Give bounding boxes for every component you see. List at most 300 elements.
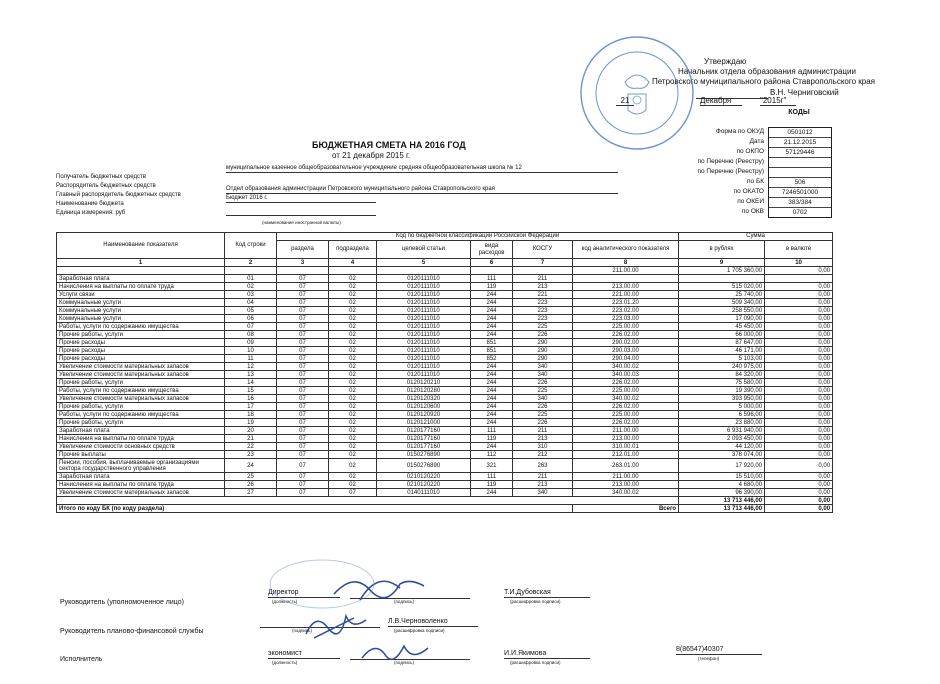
table-cell: 1 705 360,00 [679,267,765,275]
codes-label: Дата [749,138,764,145]
table-cell: 0,00 [765,451,833,459]
table-cell: 225.00.00 [573,411,679,419]
caption-name: (расшифровка подписи) [510,599,561,604]
table-cell: 07 [277,481,329,489]
caption-phone: (телефон) [698,656,720,661]
table-cell: 290 [513,347,573,355]
table-row [57,489,833,497]
table-cell: 340 [513,371,573,379]
table-cell [225,267,277,275]
table-cell: 02 [225,283,277,291]
table-cell: 01 [225,275,277,283]
codes-value: 0702 [792,209,808,216]
currency-note: (наименование иностранной валюты) [262,220,341,225]
table-cell: 0120120600 [377,403,471,411]
table-cell: 221.00.00 [573,291,679,299]
table-cell: 244 [471,291,513,299]
table-cell: 12 [225,363,277,371]
table-cell: 212.01.00 [573,451,679,459]
table-cell: 07 [277,427,329,435]
exec-label: Исполнитель [60,656,103,663]
table-cell: 02 [329,299,377,307]
table-cell: Коммунальные услуги [57,307,225,315]
caption-signature: (подпись) [394,660,415,665]
table-cell: 25 740,00 [679,291,765,299]
table-cell: 244 [471,371,513,379]
table-cell: 02 [329,419,377,427]
table-row [57,307,833,315]
table-cell: 0,00 [765,481,833,489]
header-col: КОСГУ [513,241,573,259]
table-cell [57,497,679,505]
table-row [57,379,833,387]
table-cell: Прочие расходы [57,355,225,363]
table-row [57,291,833,299]
table-cell: Прочие выплаты [57,451,225,459]
table-row [57,435,833,443]
table-cell: 07 [277,371,329,379]
table-row [57,267,833,275]
table-cell: 07 [277,411,329,419]
table-cell: 5 103,00 [679,355,765,363]
table-cell: 393 950,00 [679,395,765,403]
table-cell: 04 [225,299,277,307]
table-cell: 07 [277,379,329,387]
table-cell: 18 [225,411,277,419]
table-cell: 07 [225,323,277,331]
table-cell: 290 [513,355,573,363]
table-cell [765,275,833,283]
table-cell: 02 [329,435,377,443]
table-cell: Увеличение стоимости материальных запасов [57,371,225,379]
table-cell: 0210120220 [377,481,471,489]
table-cell: 06 [225,315,277,323]
approval-line2: Петровского муниципального района Ставропольского края [652,77,876,86]
table-cell: 0,00 [765,473,833,481]
table-row [57,387,833,395]
header-col: в рублях [679,241,765,259]
header-col: код аналитического показателя [573,241,679,259]
table-cell: 02 [329,379,377,387]
table-cell: 07 [277,419,329,427]
table-cell: 0,00 [765,403,833,411]
table-cell: 21 [225,435,277,443]
table-cell: 244 [471,403,513,411]
table-cell: 244 [471,299,513,307]
table-cell: 226.02.00 [573,403,679,411]
codes-value: 7246501000 [769,188,831,198]
codes-value: 383/384 [769,198,831,208]
codes-label: по ОКВ [741,208,764,215]
table-cell: 211.00.00 [573,427,679,435]
table-cell: 07 [277,395,329,403]
table-cell: Прочие работы, услуги [57,331,225,339]
table-cell: 44 120,00 [679,443,765,451]
table-cell: 22 [225,443,277,451]
table-cell: 46 171,00 [679,347,765,355]
table-row [57,315,833,323]
total-rub: 13 713 446,00 [679,505,765,513]
table-cell: 0,00 [765,347,833,355]
table-cell: 211 [513,473,573,481]
table-cell: 0120120210 [377,379,471,387]
table-cell: Увеличение стоимости материальных запасов [57,363,225,371]
table-cell: 0,00 [765,395,833,403]
table-row [57,427,833,435]
table-cell: Прочие расходы [57,339,225,347]
table-cell: 213.00.00 [573,283,679,291]
header-name: Наименование показателя [57,233,225,259]
table-cell: 111 [471,473,513,481]
codes-value: 21.12.2015 [769,138,831,148]
table-cell [377,267,471,275]
table-cell: 07 [277,283,329,291]
table-cell: 0120111010 [377,275,471,283]
table-cell: 0150276890 [377,459,471,473]
table-cell: 07 [277,443,329,451]
table-cell: 112 [471,451,513,459]
table-cell [573,275,679,283]
table-cell: 13 [225,371,277,379]
table-cell: Заработная плата [57,427,225,435]
table-cell: 26 [225,481,277,489]
table-row [57,481,833,489]
table-cell: 378 074,00 [679,451,765,459]
table-cell: Увеличение стоимости материальных запасов [57,395,225,403]
table-cell: 0120121000 [377,419,471,427]
fin-name: Л.В.Черноволенко [388,618,478,627]
table-cell: 07 [277,291,329,299]
table-cell: 244 [471,489,513,497]
table-cell: 0120111010 [377,323,471,331]
column-index: 3 [277,259,329,267]
table-cell: 0,00 [765,267,833,275]
subtotal-rub: 13 713 446,00 [679,497,765,505]
table-row [57,403,833,411]
total-label: Итого по коду БК (по коду раздела) [57,505,573,513]
table-cell: 07 [277,339,329,347]
table-cell [513,267,573,275]
table-cell: 211.00.00 [573,473,679,481]
table-cell: Коммунальные услуги [57,299,225,307]
table-cell: 340.00.02 [573,363,679,371]
table-cell: Пенсии, пособия, выплачиваемые организациями сектора государственного управления [57,459,225,473]
table-cell: 0120111010 [377,307,471,315]
table-cell: 02 [329,323,377,331]
table-cell: 4 680,00 [679,481,765,489]
table-cell: 290.02.00 [573,339,679,347]
table-cell: Прочие работы, услуги [57,379,225,387]
table-cell: 0,00 [765,427,833,435]
approval-title: Утверждаю [704,57,747,66]
table-cell: 14 [225,379,277,387]
caption-position: (должность) [272,599,298,604]
table-cell: Заработная плата [57,275,225,283]
table-cell: 0,00 [765,299,833,307]
table-cell: 0120111010 [377,339,471,347]
table-cell: 290.03.00 [573,347,679,355]
table-cell [277,267,329,275]
table-cell: 05 [225,307,277,315]
table-cell: 258 550,00 [679,307,765,315]
head-name: Т.И.Дубовская [504,589,590,598]
table-cell: 340.00.03 [573,371,679,379]
codes-label: по Перечню (Реестру) [697,158,764,165]
table-cell: 84 320,00 [679,371,765,379]
table-cell: 07 [277,355,329,363]
header-col: в валюте [765,241,833,259]
table-cell: 0,00 [765,411,833,419]
table-cell: Увеличение стоимости основных средств [57,443,225,451]
table-cell: 213.00.00 [573,435,679,443]
table-cell: 07 [277,435,329,443]
table-cell: 0120177160 [377,435,471,443]
table-cell: 6 931 940,00 [679,427,765,435]
table-cell: 213.00.00 [573,481,679,489]
codes-value: 57129446 [769,148,831,158]
column-index: 6 [471,259,513,267]
table-cell: 07 [277,451,329,459]
table-cell: 5 000,00 [679,403,765,411]
table-cell: 0,00 [765,435,833,443]
table-cell: 0120111010 [377,331,471,339]
caption-signature: (подпись) [292,628,313,633]
header-col: вида расходов [471,241,513,259]
table-cell: 509 340,00 [679,299,765,307]
table-row [57,323,833,331]
table-cell: 0120111010 [377,299,471,307]
codes-label: по ОКПО [736,148,764,155]
table-cell: 223 [513,307,573,315]
table-cell: 0,00 [765,489,833,497]
table-cell: 0,00 [765,379,833,387]
table-cell: 07 [277,387,329,395]
table-cell: 23 [225,451,277,459]
table-cell: 0150276890 [377,451,471,459]
subtotal-cur: 0,00 [765,497,833,505]
table-cell: 111 [471,275,513,283]
table-cell: 07 [277,275,329,283]
table-cell: 0,00 [765,291,833,299]
codes-label: по Перечню (Реестру) [697,168,764,175]
table-cell: 0120111010 [377,355,471,363]
table-cell [57,267,225,275]
caption-position: (должность) [272,660,298,665]
table-cell: 225.00.00 [573,323,679,331]
table-row [57,459,833,473]
table-cell: 17 090,00 [679,315,765,323]
table-cell: 07 [277,315,329,323]
table-cell: 02 [329,315,377,323]
table-cell: 0,00 [765,307,833,315]
column-index: 8 [573,259,679,267]
table-cell: 17 [225,403,277,411]
table-cell: 15 [225,387,277,395]
table-cell: 07 [277,363,329,371]
table-row [57,283,833,291]
table-cell: 10 [225,347,277,355]
table-cell: 09 [225,339,277,347]
column-index: 4 [329,259,377,267]
table-cell: 851 [471,339,513,347]
table-cell: 02 [329,283,377,291]
exec-position: экономист [268,650,340,659]
table-cell: 226.02.00 [573,331,679,339]
approval-year: "2015г" [760,96,796,106]
table-cell: 11 [225,355,277,363]
table-cell: 0120177160 [377,427,471,435]
table-row [57,411,833,419]
table-cell: 0120111010 [377,315,471,323]
table-row [57,371,833,379]
table-cell: 07 [329,489,377,497]
table-cell: 02 [329,443,377,451]
table-row [57,363,833,371]
table-cell: 340 [513,395,573,403]
header-col: целевой статьи [377,241,471,259]
table-cell: 02 [329,355,377,363]
table-cell: 226.02.00 [573,379,679,387]
round-stamp-faint-icon [262,552,382,612]
table-cell: 66 000,00 [679,331,765,339]
header-col: раздела [277,241,329,259]
table-cell: 02 [329,339,377,347]
codes-header: КОДЫ [788,109,810,116]
column-index: 10 [765,259,833,267]
table-row [57,497,833,505]
table-cell: 0,00 [765,283,833,291]
table-cell: 244 [471,395,513,403]
table-cell: 0,00 [765,371,833,379]
table-row [57,443,833,451]
table-cell: 07 [277,323,329,331]
table-cell: 0,00 [765,339,833,347]
table-cell: 07 [277,299,329,307]
table-cell: 20 [225,427,277,435]
table-cell: 96 390,00 [679,489,765,497]
table-cell: 223.01.20 [573,299,679,307]
table-row [57,275,833,283]
codes-value: 0501012 [769,128,831,138]
caption-name: (расшифровка подписи) [394,628,445,633]
table-cell: Прочие работы, услуги [57,419,225,427]
table-cell: 0120111010 [377,371,471,379]
table-row [57,339,833,347]
table-cell: 225 [513,323,573,331]
table-cell: 0120120320 [377,395,471,403]
codes-box [768,127,832,218]
table-cell: 211 [513,275,573,283]
caption-name: (расшифровка подписи) [510,660,561,665]
table-cell: 07 [277,459,329,473]
table-cell: 07 [277,331,329,339]
meta-label: Единица измерения: руб [56,210,126,216]
table-cell: 223.02.00 [573,307,679,315]
table-row [57,473,833,481]
table-cell: 0,00 [765,315,833,323]
codes-label: по ОКАТО [733,188,764,195]
table-cell: 0,00 [765,387,833,395]
codes-label: по ОКЕИ [737,198,764,205]
table-cell: Услуги связи [57,291,225,299]
table-cell: 0140111010 [377,489,471,497]
approval-month: Декабря [700,96,742,106]
total-word: Всего [573,505,679,513]
table-cell: 0,00 [765,331,833,339]
table-cell: Заработная плата [57,473,225,481]
table-cell: Начисления на выплаты по оплате труда [57,435,225,443]
table-cell: Начисления на выплаты по оплате труда [57,481,225,489]
table-row [57,299,833,307]
table-row [57,347,833,355]
table-cell: 2 093 450,00 [679,435,765,443]
table-cell: 340 [513,363,573,371]
table-cell: 02 [329,403,377,411]
table-cell: 02 [329,473,377,481]
table-cell: 0,00 [765,363,833,371]
table-cell: 119 [471,283,513,291]
table-cell: 03 [225,291,277,299]
currency-line [226,214,376,216]
table-cell: 340.00.02 [573,489,679,497]
header-code: Код строки [225,233,277,259]
table-cell: 310 [513,443,573,451]
table-cell: 07 [277,347,329,355]
total-cur: 0,00 [765,505,833,513]
table-cell: 211.00.00 [573,267,679,275]
table-cell [329,267,377,275]
table-cell: 851 [471,347,513,355]
table-cell: Увеличение стоимости материальных запасов [57,489,225,497]
table-cell: 87 647,00 [679,339,765,347]
meta-label: Распорядитель бюджетных средств [56,183,156,189]
table-cell: 0,00 [765,419,833,427]
table-cell: 0,00 [765,323,833,331]
table-cell: 08 [225,331,277,339]
table-cell: 25 [225,473,277,481]
table-cell: 221 [513,291,573,299]
table-cell [471,267,513,275]
table-cell: 0120111010 [377,283,471,291]
column-index: 1 [57,259,225,267]
document-title: БЮДЖЕТНАЯ СМЕТА НА 2016 ГОД [312,140,466,150]
table-cell: 244 [471,323,513,331]
table-cell: 0120111010 [377,363,471,371]
codes-label: по БК [747,178,764,185]
header-sum: Сумма [679,233,833,241]
table-cell: 02 [329,459,377,473]
table-cell: 15 510,00 [679,473,765,481]
column-index: 5 [377,259,471,267]
table-cell: 0120120920 [377,411,471,419]
table-cell: 0120177160 [377,443,471,451]
table-cell: 244 [471,363,513,371]
table-cell: 226 [513,419,573,427]
table-cell: 02 [329,291,377,299]
table-cell: 119 [471,481,513,489]
table-cell: 119 [471,435,513,443]
table-cell: Работы, услуги по содержанию имущества [57,387,225,395]
table-cell: 310.00.01 [573,443,679,451]
table-cell: 02 [329,395,377,403]
recipient-value: муниципальное казенное общеобразовательное учреждение средняя общеобразовательная школа № 12 [226,165,618,173]
table-cell: 0,00 [765,355,833,363]
table-cell: 244 [471,419,513,427]
table-cell: Прочие расходы [57,347,225,355]
table-cell: 0120111010 [377,291,471,299]
codes-value [769,158,831,168]
table-row [57,355,833,363]
